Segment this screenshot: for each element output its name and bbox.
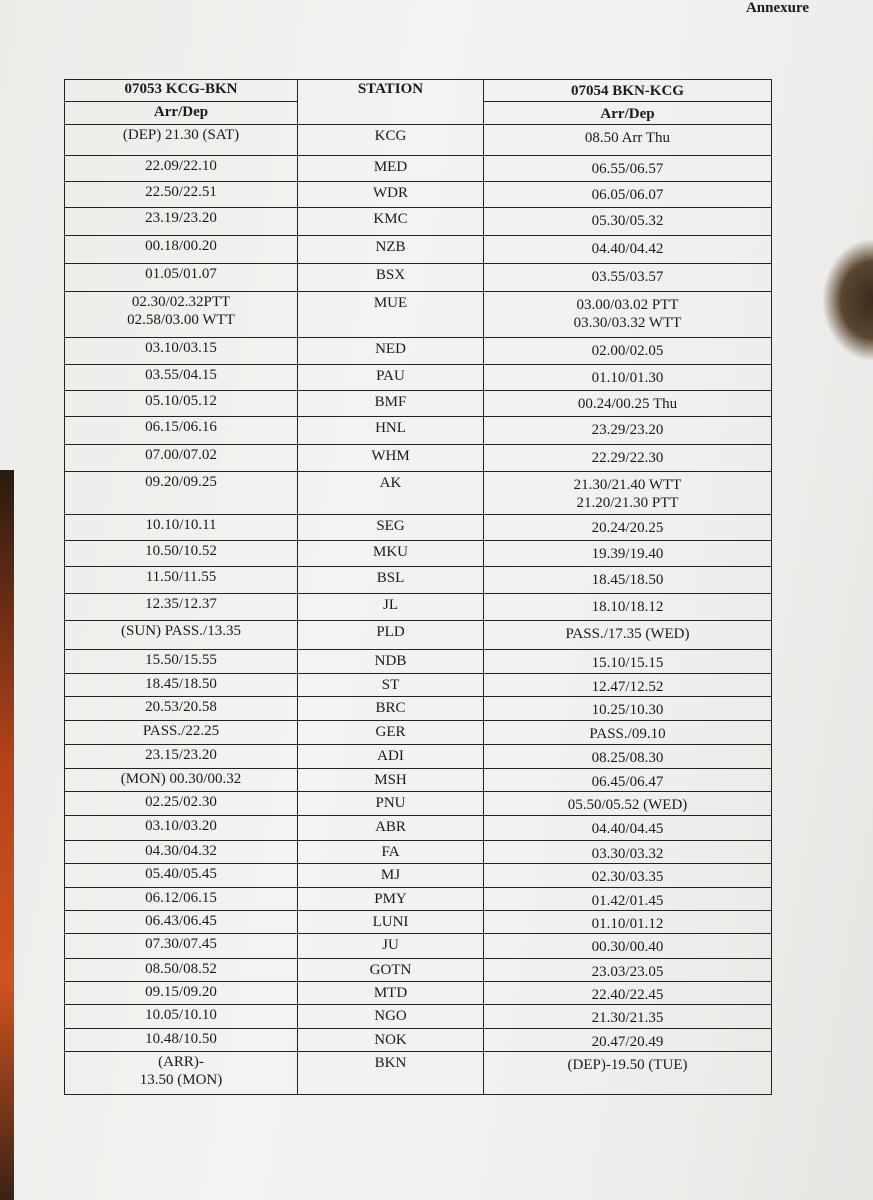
table-row bbox=[65, 888, 772, 911]
table-row bbox=[65, 982, 772, 1005]
table-row bbox=[65, 841, 772, 864]
station-cell: MTD bbox=[298, 982, 484, 1005]
left-time-cell-line: 06.12/06.15 bbox=[145, 890, 217, 906]
left-time-cell-line: 07.30/07.45 bbox=[145, 936, 217, 952]
table-row bbox=[65, 264, 772, 292]
right-time-cell bbox=[484, 1005, 772, 1029]
table-row bbox=[65, 365, 772, 391]
right-time-cell-line: 06.45/06.47 bbox=[591, 774, 664, 790]
left-time-cell-line: (ARR)- bbox=[158, 1054, 204, 1070]
right-time-cell bbox=[484, 721, 772, 745]
left-time-cell bbox=[65, 911, 298, 934]
left-time-cell bbox=[65, 745, 298, 769]
table-row bbox=[65, 445, 772, 472]
right-time-cell-line: 19.39/19.40 bbox=[591, 546, 664, 562]
right-time-cell-line: 00.24/00.25 Thu bbox=[577, 396, 678, 412]
left-time-cell bbox=[65, 338, 298, 365]
left-time-cell-line: 04.30/04.32 bbox=[145, 843, 217, 859]
station-cell: KCG bbox=[298, 125, 484, 156]
left-time-cell-line: 09.15/09.20 bbox=[145, 984, 217, 1000]
left-time-cell-line: 22.09/22.10 bbox=[145, 158, 217, 174]
left-time-cell bbox=[65, 816, 298, 841]
right-time-cell bbox=[484, 567, 772, 594]
left-time-cell-line: 01.05/01.07 bbox=[145, 266, 217, 282]
right-time-cell bbox=[484, 1029, 772, 1052]
right-time-cell-line: 21.20/21.30 PTT bbox=[576, 495, 679, 511]
right-time-cell-line: 08.25/08.30 bbox=[591, 750, 664, 766]
left-time-cell-line: 23.15/23.20 bbox=[145, 747, 217, 763]
left-time-cell-line: 10.05/10.10 bbox=[145, 1007, 217, 1023]
station-cell: PLD bbox=[298, 621, 484, 650]
right-time-cell bbox=[484, 982, 772, 1005]
left-time-cell bbox=[65, 182, 298, 208]
right-time-cell bbox=[484, 1052, 772, 1095]
station-header: STATION bbox=[298, 80, 484, 125]
left-time-cell bbox=[65, 391, 298, 417]
right-time-cell bbox=[484, 472, 772, 515]
left-time-cell-line: (SUN) PASS./13.35 bbox=[121, 623, 241, 639]
right-time-cell bbox=[484, 621, 772, 650]
right-time-cell-line: 08.50 Arr Thu bbox=[584, 130, 671, 146]
left-time-cell bbox=[65, 156, 298, 182]
station-cell: PMY bbox=[298, 888, 484, 911]
left-time-cell-line: 02.58/03.00 WTT bbox=[127, 312, 235, 328]
table-row bbox=[65, 515, 772, 541]
right-time-cell-line: 15.10/15.15 bbox=[591, 655, 664, 671]
right-time-cell bbox=[484, 650, 772, 674]
left-time-cell-line: 00.18/00.20 bbox=[145, 238, 217, 254]
station-cell: JL bbox=[298, 594, 484, 621]
station-cell: HNL bbox=[298, 417, 484, 445]
right-time-cell-line: 01.10/01.30 bbox=[591, 370, 664, 386]
table-row bbox=[65, 391, 772, 417]
left-time-cell-line: 22.50/22.51 bbox=[145, 184, 217, 200]
left-time-cell-line: 02.25/02.30 bbox=[145, 794, 217, 810]
table-row bbox=[65, 864, 772, 888]
table-row bbox=[65, 125, 772, 156]
left-time-cell bbox=[65, 567, 298, 594]
right-time-cell-line: 01.42/01.45 bbox=[591, 893, 664, 909]
left-time-cell bbox=[65, 721, 298, 745]
right-time-cell bbox=[484, 674, 772, 697]
table-row bbox=[65, 1052, 772, 1095]
left-time-cell bbox=[65, 541, 298, 567]
left-time-cell-line: 15.50/15.55 bbox=[145, 652, 217, 668]
station-cell: ST bbox=[298, 674, 484, 697]
left-time-cell-line: PASS./22.25 bbox=[142, 723, 220, 739]
station-cell: NOK bbox=[298, 1029, 484, 1052]
right-train-header: 07054 BKN-KCG bbox=[484, 80, 772, 102]
station-cell: GOTN bbox=[298, 959, 484, 982]
station-cell: AK bbox=[298, 472, 484, 515]
table-row bbox=[65, 292, 772, 338]
table-row bbox=[65, 745, 772, 769]
right-time-cell bbox=[484, 156, 772, 182]
table-row bbox=[65, 816, 772, 841]
table-row bbox=[65, 182, 772, 208]
right-time-cell-line: 06.55/06.57 bbox=[591, 161, 664, 177]
right-time-cell bbox=[484, 515, 772, 541]
right-time-cell bbox=[484, 125, 772, 156]
left-time-cell bbox=[65, 934, 298, 959]
right-time-cell-line: 10.25/10.30 bbox=[591, 702, 664, 718]
left-time-cell-line: 10.48/10.50 bbox=[145, 1031, 217, 1047]
left-time-cell-line: 07.00/07.02 bbox=[145, 447, 217, 463]
left-time-cell bbox=[65, 236, 298, 264]
right-time-cell-line: 21.30/21.35 bbox=[591, 1010, 664, 1026]
right-time-cell-line: 18.45/18.50 bbox=[591, 572, 664, 588]
right-time-cell bbox=[484, 391, 772, 417]
left-time-cell bbox=[65, 888, 298, 911]
right-time-cell bbox=[484, 541, 772, 567]
right-time-cell-line: 21.30/21.40 WTT bbox=[573, 477, 682, 493]
left-time-cell bbox=[65, 264, 298, 292]
right-time-cell-line: 02.30/03.35 bbox=[591, 869, 664, 885]
left-time-cell-line: 23.19/23.20 bbox=[145, 210, 217, 226]
right-time-cell-line: 20.47/20.49 bbox=[591, 1034, 664, 1050]
left-time-cell-line: 18.45/18.50 bbox=[145, 676, 217, 692]
station-cell: MED bbox=[298, 156, 484, 182]
table-row bbox=[65, 208, 772, 236]
left-time-cell bbox=[65, 792, 298, 816]
station-cell: WHM bbox=[298, 445, 484, 472]
left-time-cell bbox=[65, 959, 298, 982]
left-time-cell bbox=[65, 1029, 298, 1052]
left-time-cell-line: 08.50/08.52 bbox=[145, 961, 217, 977]
table-row bbox=[65, 621, 772, 650]
left-time-cell-line: 10.50/10.52 bbox=[145, 543, 217, 559]
right-time-cell-line: 06.05/06.07 bbox=[591, 187, 664, 203]
right-time-cell bbox=[484, 911, 772, 934]
table-row bbox=[65, 541, 772, 567]
station-cell: MUE bbox=[298, 292, 484, 338]
station-cell: BRC bbox=[298, 697, 484, 721]
left-train-header: 07053 KCG-BKN bbox=[65, 80, 298, 102]
table-row bbox=[65, 1029, 772, 1052]
left-time-cell bbox=[65, 982, 298, 1005]
right-time-cell-line: 02.00/02.05 bbox=[591, 343, 664, 359]
left-time-cell-line: (DEP) 21.30 (SAT) bbox=[122, 127, 240, 143]
left-time-cell bbox=[65, 472, 298, 515]
left-time-cell bbox=[65, 515, 298, 541]
left-time-cell bbox=[65, 1052, 298, 1095]
right-time-cell-line: PASS./17.35 (WED) bbox=[565, 626, 690, 642]
table-row bbox=[65, 959, 772, 982]
station-cell: LUNI bbox=[298, 911, 484, 934]
table-row bbox=[65, 594, 772, 621]
right-time-cell-line: 22.29/22.30 bbox=[591, 450, 664, 466]
right-time-cell bbox=[484, 841, 772, 864]
left-time-cell bbox=[65, 292, 298, 338]
left-time-cell bbox=[65, 417, 298, 445]
station-cell: MSH bbox=[298, 769, 484, 792]
left-time-cell bbox=[65, 650, 298, 674]
timetable bbox=[64, 79, 772, 1095]
station-cell: SEG bbox=[298, 515, 484, 541]
left-time-cell bbox=[65, 769, 298, 792]
left-time-cell bbox=[65, 125, 298, 156]
right-time-cell-line: 03.55/03.57 bbox=[591, 269, 664, 285]
right-time-cell-line: 01.10/01.12 bbox=[591, 916, 664, 932]
left-time-cell bbox=[65, 445, 298, 472]
left-time-cell-line: 03.10/03.20 bbox=[145, 818, 217, 834]
station-cell: KMC bbox=[298, 208, 484, 236]
left-time-cell bbox=[65, 365, 298, 391]
station-cell: JU bbox=[298, 934, 484, 959]
left-time-cell bbox=[65, 208, 298, 236]
station-cell: BSX bbox=[298, 264, 484, 292]
right-time-cell-line: 23.29/23.20 bbox=[591, 422, 664, 438]
left-time-cell bbox=[65, 1005, 298, 1029]
left-time-cell-line: (MON) 00.30/00.32 bbox=[120, 771, 242, 787]
table-row bbox=[65, 417, 772, 445]
table-row bbox=[65, 674, 772, 697]
station-cell: GER bbox=[298, 721, 484, 745]
left-time-cell-line: 03.10/03.15 bbox=[145, 340, 217, 356]
table-row bbox=[65, 472, 772, 515]
station-cell: NED bbox=[298, 338, 484, 365]
table-row bbox=[65, 1005, 772, 1029]
right-time-cell bbox=[484, 959, 772, 982]
right-time-cell bbox=[484, 264, 772, 292]
right-time-cell-line: 12.47/12.52 bbox=[591, 679, 664, 695]
table-row bbox=[65, 721, 772, 745]
table-row bbox=[65, 934, 772, 959]
page-edge-shadow-right bbox=[823, 240, 873, 360]
station-cell: BKN bbox=[298, 1052, 484, 1095]
left-time-cell-line: 06.15/06.16 bbox=[145, 419, 217, 435]
right-time-cell bbox=[484, 208, 772, 236]
station-cell: PNU bbox=[298, 792, 484, 816]
left-arrdep-header: Arr/Dep bbox=[65, 102, 298, 125]
table-row bbox=[65, 338, 772, 365]
right-time-cell bbox=[484, 745, 772, 769]
station-cell: ABR bbox=[298, 816, 484, 841]
left-time-cell-line: 09.20/09.25 bbox=[145, 474, 217, 490]
table-row bbox=[65, 697, 772, 721]
right-time-cell bbox=[484, 445, 772, 472]
right-time-cell bbox=[484, 769, 772, 792]
left-time-cell-line: 03.55/04.15 bbox=[145, 367, 217, 383]
table-row bbox=[65, 792, 772, 816]
left-time-cell bbox=[65, 864, 298, 888]
right-time-cell bbox=[484, 292, 772, 338]
left-time-cell bbox=[65, 841, 298, 864]
table-row bbox=[65, 769, 772, 792]
right-time-cell-line: 03.00/03.02 PTT bbox=[576, 297, 679, 313]
left-time-cell-line: 13.50 (MON) bbox=[139, 1072, 223, 1088]
right-time-cell-line: 18.10/18.12 bbox=[591, 599, 664, 615]
right-time-cell bbox=[484, 182, 772, 208]
left-time-cell-line: 11.50/11.55 bbox=[145, 569, 217, 585]
left-time-cell bbox=[65, 674, 298, 697]
left-time-cell-line: 12.35/12.37 bbox=[145, 596, 217, 612]
right-time-cell bbox=[484, 236, 772, 264]
right-time-cell bbox=[484, 888, 772, 911]
right-time-cell-line: 04.40/04.42 bbox=[591, 241, 664, 257]
right-time-cell bbox=[484, 792, 772, 816]
left-time-cell-line: 06.43/06.45 bbox=[145, 913, 217, 929]
left-time-cell-line: 20.53/20.58 bbox=[145, 699, 217, 715]
station-cell: MJ bbox=[298, 864, 484, 888]
right-time-cell bbox=[484, 338, 772, 365]
right-time-cell-line: (DEP)-19.50 (TUE) bbox=[567, 1057, 688, 1073]
station-cell: BMF bbox=[298, 391, 484, 417]
right-time-cell-line: PASS./09.10 bbox=[589, 726, 666, 742]
right-time-cell-line: 05.50/05.52 (WED) bbox=[567, 797, 688, 813]
right-arrdep-header: Arr/Dep bbox=[484, 102, 772, 125]
right-time-cell bbox=[484, 594, 772, 621]
right-time-cell-line: 03.30/03.32 bbox=[591, 846, 664, 862]
table-row bbox=[65, 650, 772, 674]
table-row bbox=[65, 236, 772, 264]
station-cell: BSL bbox=[298, 567, 484, 594]
table-row bbox=[65, 156, 772, 182]
left-time-cell-line: 02.30/02.32PTT bbox=[131, 294, 231, 310]
left-time-cell bbox=[65, 594, 298, 621]
right-time-cell bbox=[484, 417, 772, 445]
annexure-label: Annexure bbox=[745, 0, 809, 16]
right-time-cell bbox=[484, 365, 772, 391]
station-cell: FA bbox=[298, 841, 484, 864]
right-time-cell-line: 05.30/05.32 bbox=[591, 213, 664, 229]
left-time-cell-line: 10.10/10.11 bbox=[145, 517, 217, 533]
station-cell: MKU bbox=[298, 541, 484, 567]
header-row bbox=[65, 80, 772, 102]
right-time-cell-line: 22.40/22.45 bbox=[591, 987, 664, 1003]
right-time-cell-line: 23.03/23.05 bbox=[591, 964, 664, 980]
left-time-cell-line: 05.40/05.45 bbox=[145, 866, 217, 882]
right-time-cell-line: 20.24/20.25 bbox=[591, 520, 664, 536]
station-cell: NZB bbox=[298, 236, 484, 264]
station-cell: NGO bbox=[298, 1005, 484, 1029]
right-time-cell bbox=[484, 934, 772, 959]
right-time-cell bbox=[484, 864, 772, 888]
station-cell: WDR bbox=[298, 182, 484, 208]
left-time-cell-line: 05.10/05.12 bbox=[145, 393, 217, 409]
right-time-cell-line: 04.40/04.45 bbox=[591, 821, 664, 837]
left-time-cell bbox=[65, 621, 298, 650]
right-time-cell bbox=[484, 697, 772, 721]
table-row bbox=[65, 911, 772, 934]
station-cell: ADI bbox=[298, 745, 484, 769]
page-edge-shadow-left bbox=[0, 470, 14, 1200]
left-time-cell bbox=[65, 697, 298, 721]
station-cell: PAU bbox=[298, 365, 484, 391]
station-cell: NDB bbox=[298, 650, 484, 674]
right-time-cell bbox=[484, 816, 772, 841]
right-time-cell-line: 00.30/00.40 bbox=[591, 939, 664, 955]
right-time-cell-line: 03.30/03.32 WTT bbox=[573, 315, 682, 331]
table-row bbox=[65, 567, 772, 594]
